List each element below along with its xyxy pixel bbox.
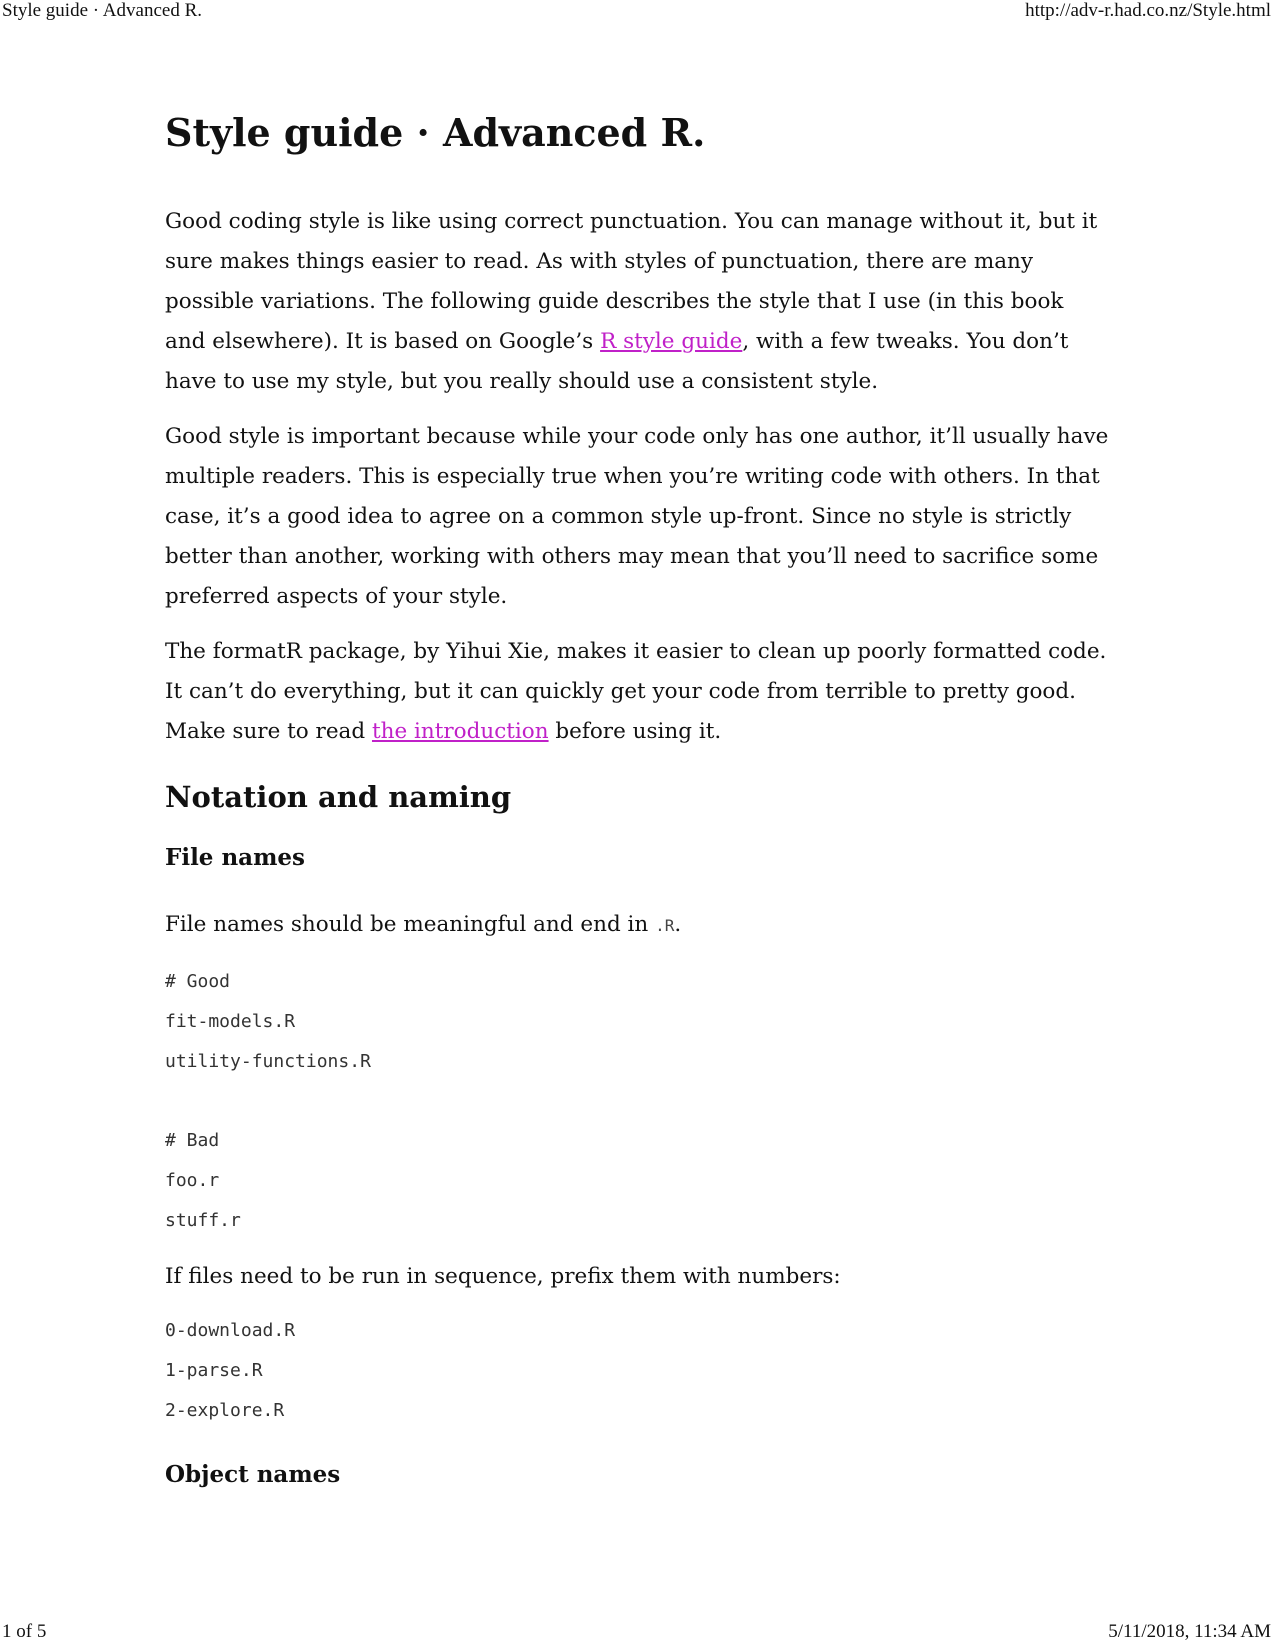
subsection-heading-file-names: File names [165, 844, 305, 872]
intro-p3-text-a: The formatR package, by Yihui Xie, makes it easier to clean up poorly formatted code. It can’t do everything, but it can quickly get your code from terrible to pretty good. Make sure to read [165, 638, 1107, 744]
intro-p1-text-a: Good coding style is like using correct punctuation. You can manage without it, but it sure makes things easier to read. As with styles of punctuation, there are many possible variations. The following guide describes the style that I use (in this book and elsewhere). It is based on Google’s [165, 208, 1098, 354]
code-line: fit-models.R [165, 1010, 296, 1032]
print-footer-page: 1 of 5 [2, 1621, 47, 1642]
print-header-url: http://adv-r.had.co.nz/Style.html [1025, 0, 1271, 21]
code-line: # Good [165, 970, 231, 992]
inline-code-ext: .R [655, 915, 675, 935]
page-title: Style guide · Advanced R. [165, 110, 706, 155]
introduction-link[interactable]: the introduction [371, 718, 549, 744]
code-line: 1-parse.R [165, 1359, 263, 1381]
code-line: # Bad [165, 1129, 220, 1151]
code-line: 0-download.R [165, 1319, 296, 1341]
code-line: foo.r [165, 1169, 220, 1191]
intro-paragraph-2: Good style is important because while your code only has one author, it’ll usually have multiple readers. This is especially true when you’re writing code with others. In that case, it’s a good idea to agree on a common style up-front. Since no style is strictly better than another, working with others may mean that you’ll need to sacrifice some preferred aspects of your style. [165, 423, 1109, 609]
r-style-guide-link[interactable]: R style guide [600, 328, 743, 354]
file-names-text-b: . [674, 911, 682, 937]
intro-paragraph-3 [165, 632, 1110, 752]
print-header-title: Style guide · Advanced R. [2, 0, 202, 21]
sequence-paragraph: If files need to be run in sequence, prefix them with numbers: [165, 1263, 841, 1289]
code-line: stuff.r [165, 1209, 241, 1231]
intro-p3-text-b: before using it. [548, 718, 722, 744]
print-footer-datetime: 5/11/2018, 11:34 AM [1108, 1621, 1271, 1642]
print-header [0, 0, 1273, 22]
file-names-text-a: File names should be meaningful and end in [165, 911, 656, 937]
subsection-heading-object-names: Object names [165, 1460, 341, 1488]
intro-paragraph-1 [165, 202, 1110, 402]
code-block-sequence [165, 1311, 1110, 1431]
file-names-paragraph [165, 905, 1110, 946]
code-blank-line [165, 1082, 1110, 1121]
section-heading-notation: Notation and naming [165, 779, 512, 814]
code-block-good-bad [165, 962, 1110, 1241]
code-line: utility-functions.R [165, 1050, 371, 1072]
print-footer [0, 1621, 1273, 1643]
code-line: 2-explore.R [165, 1399, 285, 1421]
article-content [165, 110, 1110, 1522]
intro-p1-text-b: , with a few tweaks. You don’t have to use my style, but you really should use a consistent style. [165, 328, 1069, 394]
